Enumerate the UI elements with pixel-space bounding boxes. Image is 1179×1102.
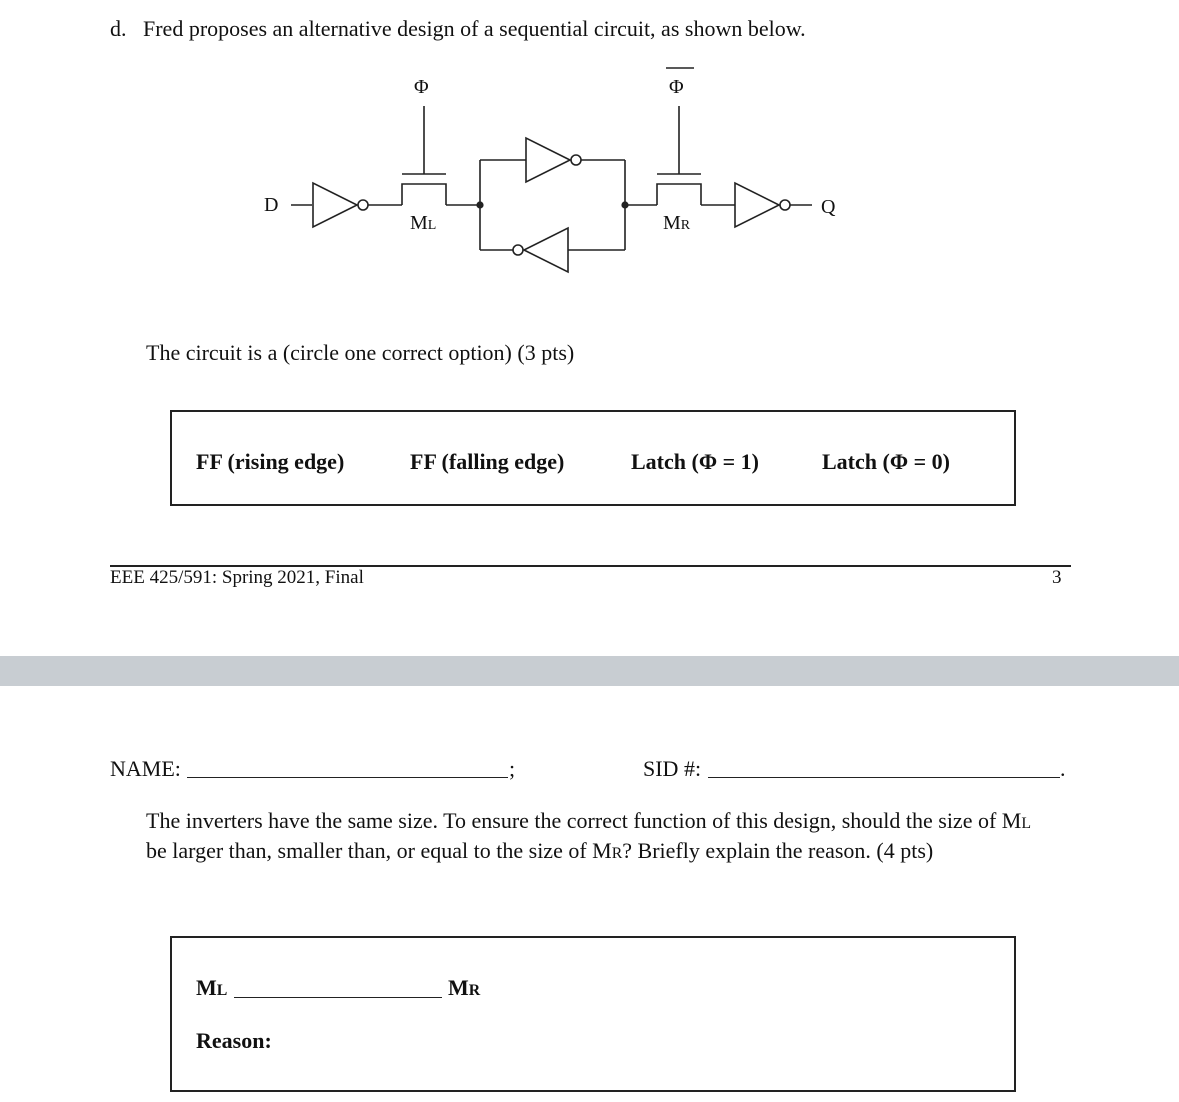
answer-blank-line[interactable] bbox=[234, 997, 442, 998]
sid-label: SID #: bbox=[643, 756, 702, 781]
input-inverter-bubble bbox=[358, 200, 368, 210]
phi-bar-label: Φ bbox=[669, 76, 684, 98]
circle-option-prompt: The circuit is a (circle one correct option) (3 pts) bbox=[146, 340, 575, 365]
sequential-circuit-diagram bbox=[0, 0, 1179, 320]
answer-mr-label: MR bbox=[448, 975, 481, 1000]
feedback-inverter-bubble bbox=[513, 245, 523, 255]
footer-page-number: 3 bbox=[1052, 567, 1062, 588]
output-inverter bbox=[735, 183, 779, 227]
option-latch-phi-0[interactable]: Latch (Φ = 0) bbox=[822, 449, 950, 474]
name-label: NAME: bbox=[110, 756, 181, 781]
question-d: d. Fred proposes an alternative design of a sequential circuit, as shown below. bbox=[110, 16, 806, 41]
input-label: D bbox=[264, 194, 279, 216]
sid-end: . bbox=[1060, 756, 1066, 781]
mr-transistor-channel bbox=[657, 184, 701, 205]
mr-label: MR bbox=[663, 212, 691, 234]
name-end: ; bbox=[509, 756, 516, 781]
ml-label: ML bbox=[410, 212, 437, 234]
reason-label: Reason: bbox=[196, 1028, 272, 1053]
forward-inverter bbox=[526, 138, 570, 182]
forward-inverter-bubble bbox=[571, 155, 581, 165]
output-inverter-bubble bbox=[780, 200, 790, 210]
answer-box bbox=[170, 936, 1016, 1092]
question-line-1: The inverters have the same size. To ensure the correct function of this design, should the size of ML bbox=[146, 808, 1032, 833]
phi-left-label: Φ bbox=[414, 76, 429, 98]
feedback-inverter bbox=[524, 228, 568, 272]
footer-course: EEE 425/591: Spring 2021, Final bbox=[110, 567, 364, 588]
question-line-2: be larger than, smaller than, or equal to the size of MR? Briefly explain the reason. (4 pts) bbox=[146, 838, 934, 863]
answer-ml-label: ML bbox=[196, 975, 228, 1000]
option-ff-falling[interactable]: FF (falling edge) bbox=[410, 449, 565, 474]
option-ff-rising[interactable]: FF (rising edge) bbox=[196, 449, 345, 474]
page-separator bbox=[0, 656, 1179, 686]
option-latch-phi-1[interactable]: Latch (Φ = 1) bbox=[631, 449, 759, 474]
options-box bbox=[170, 410, 1016, 506]
input-inverter bbox=[313, 183, 357, 227]
output-label: Q bbox=[821, 196, 836, 218]
sid-field-line[interactable] bbox=[708, 777, 1060, 778]
ml-transistor-channel bbox=[402, 184, 446, 205]
name-field-line[interactable] bbox=[187, 777, 508, 778]
